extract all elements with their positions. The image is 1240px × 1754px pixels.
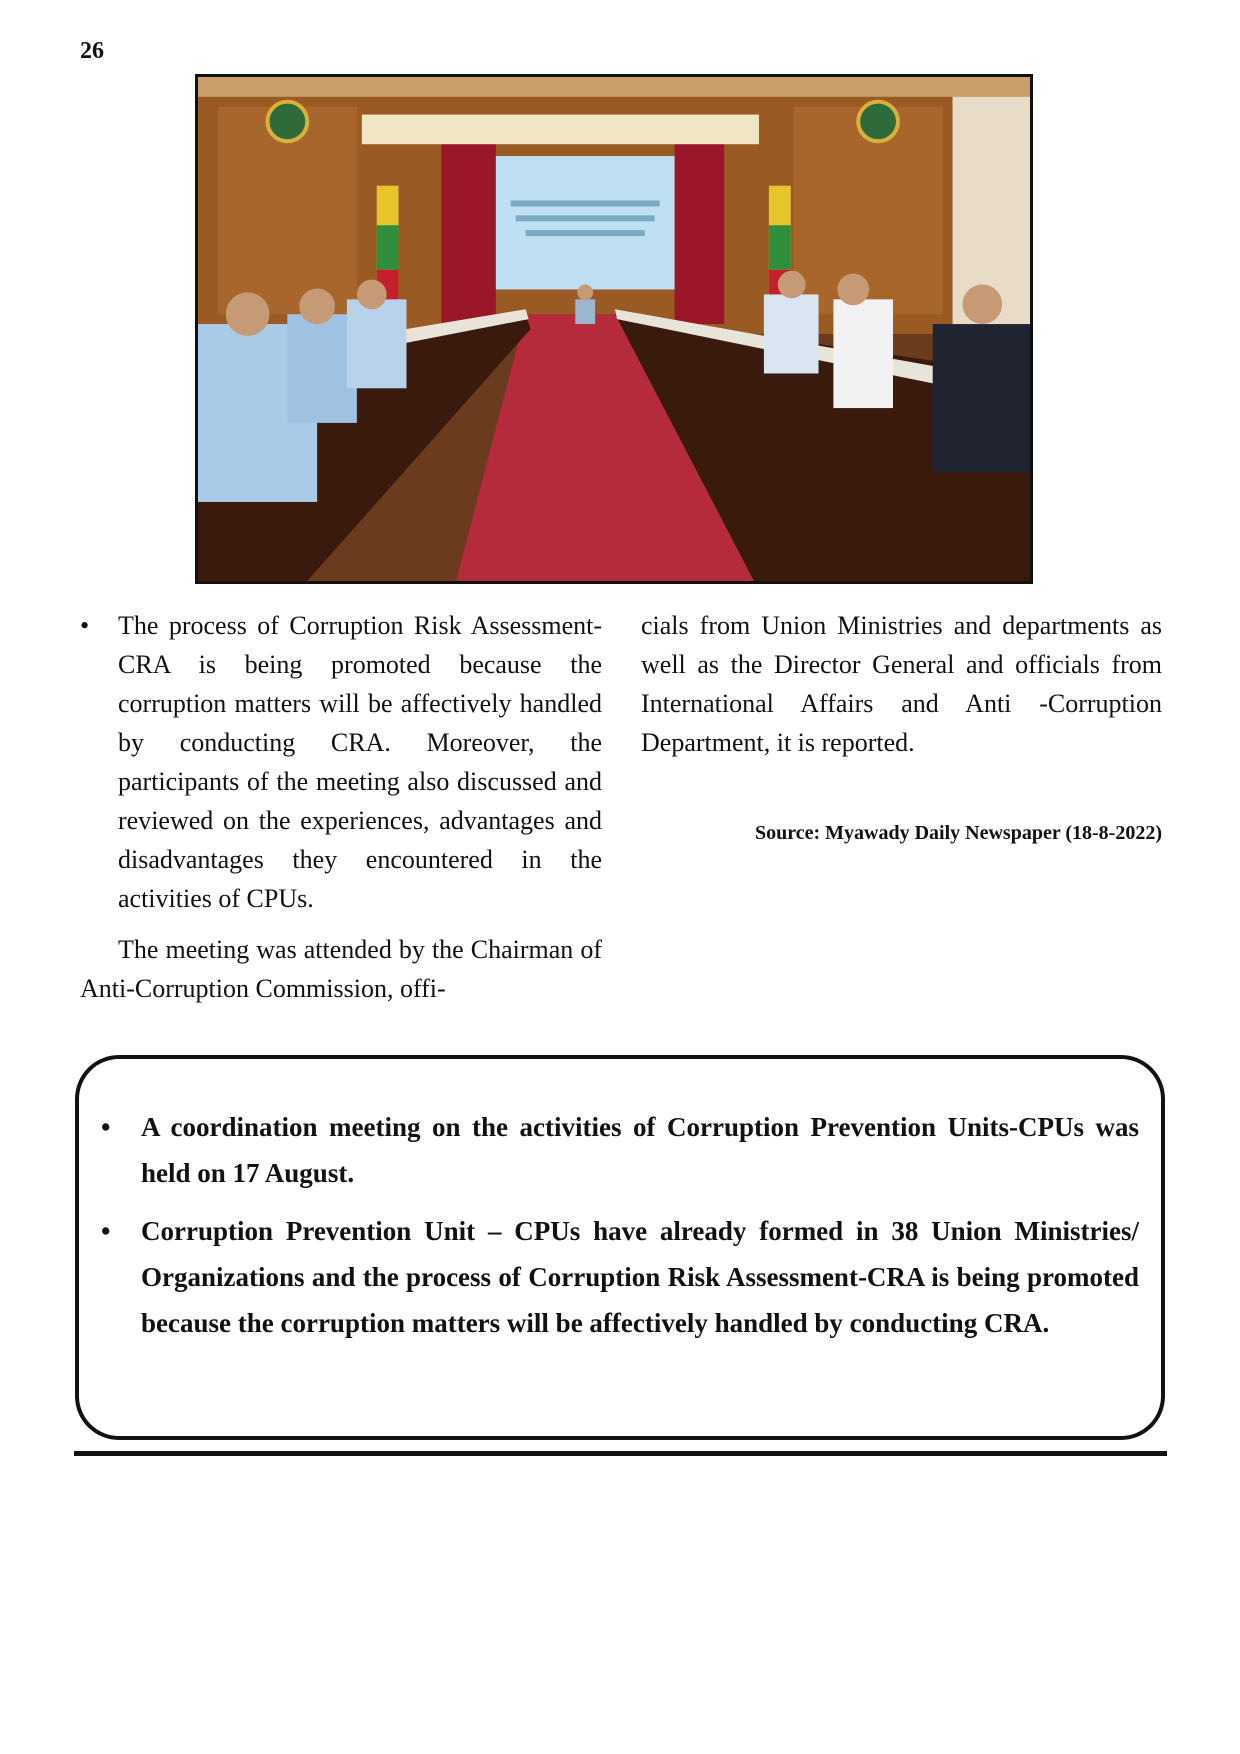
paragraph: cials from Union Ministries and departments as well as the Director General and officials from International Affairs and Anti -Corruption Department, it is reported. <box>641 611 1162 757</box>
summary-box <box>75 1055 1165 1440</box>
list-item <box>80 606 602 918</box>
right-column <box>641 606 1162 846</box>
bullet-text: The process of Corruption Risk Assessment-CRA is being promoted because the corruption matters will be affectively handled by conducting CRA. Moreover, the participants of the meeting also discussed and reviewed on the experiences, advantages and disadvantages they encountered in the activities of CPUs. <box>118 611 602 913</box>
paragraph: The meeting was attended by the Chairman of Anti-Corruption Commission, offi- <box>80 935 602 1003</box>
summary-item <box>101 1208 1139 1346</box>
bullet-icon: • <box>101 1112 111 1142</box>
bullet-icon: • <box>101 1216 111 1246</box>
summary-item <box>101 1104 1139 1196</box>
page-number: 26 <box>80 38 104 64</box>
bullet-icon: • <box>80 611 90 640</box>
summary-text: Corruption Prevention Unit – CPUs have already formed in 38 Union Ministries/ Organizations and the process of Corruption Risk Assessment-CRA is being promoted because the corruption matters will be affectively handled by conducting CRA. <box>141 1216 1139 1338</box>
bottom-divider <box>74 1451 1167 1456</box>
summary-text: A coordination meeting on the activities of Corruption Prevention Units-CPUs was held on 17 August. <box>141 1112 1139 1188</box>
meeting-photo-illustration <box>198 77 1030 581</box>
left-column <box>80 606 602 1008</box>
source-citation: Source: Myawady Daily Newspaper (18-8-2022) <box>754 822 1162 844</box>
meeting-photo <box>195 74 1033 584</box>
